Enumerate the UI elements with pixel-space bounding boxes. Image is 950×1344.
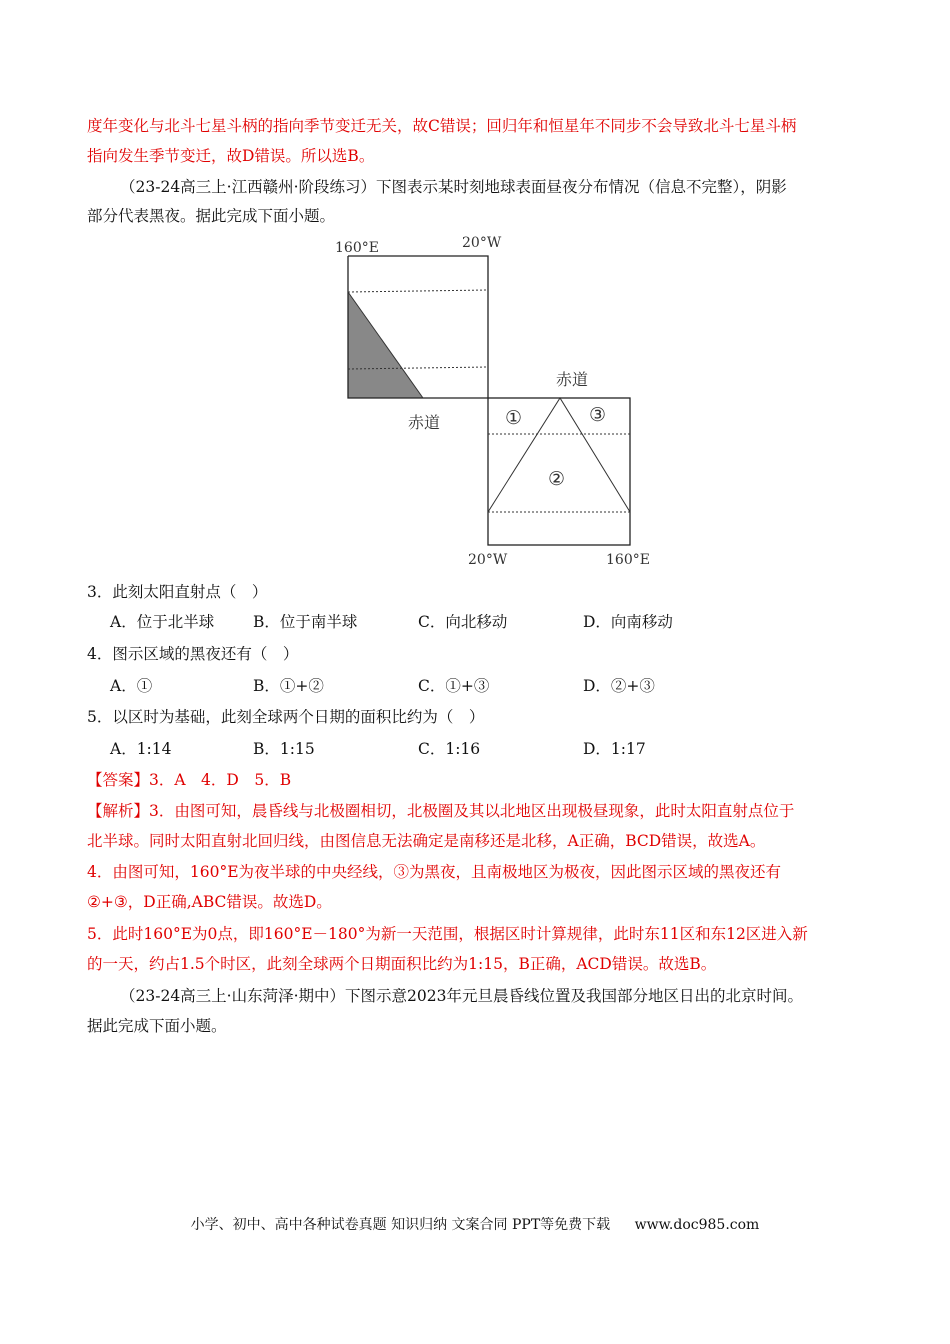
- q3-option-a: A．位于北半球: [110, 613, 215, 631]
- q4-option-d: D．②+③: [583, 677, 655, 695]
- question-3-stem: 3．此刻太阳直射点（ ）: [87, 583, 268, 601]
- footer-url[interactable]: www.doc985.com: [634, 1217, 760, 1233]
- region-2-label: ②: [548, 468, 566, 490]
- label-equator-lower: 赤道: [556, 370, 589, 389]
- question-4-stem: 4．图示区域的黑夜还有（ ）: [87, 645, 299, 663]
- region-3-label: ③: [589, 404, 607, 426]
- question-5-stem: 5．以区时为基础，此刻全球两个日期的面积比约为（ ）: [87, 708, 485, 726]
- q3-option-d: D．向南移动: [583, 613, 673, 631]
- label-160e-bottom: 160°E: [606, 552, 650, 568]
- label-20w-bottom: 20°W: [468, 552, 508, 568]
- analysis-line-5: 5．此时160°E为0点，即160°E－180°为新一天范围，根据区时计算规律，此时东11区和东12区进入新: [87, 925, 808, 943]
- q4-option-b: B．①+②: [253, 677, 324, 695]
- q5-option-a: A．1:14: [110, 740, 172, 758]
- day-night-diagram: [320, 228, 680, 576]
- label-20w-top: 20°W: [462, 235, 502, 251]
- page-footer: [0, 1214, 950, 1234]
- q4-option-a: A．①: [110, 677, 153, 695]
- q3-option-c: C．向北移动: [418, 613, 508, 631]
- q3-option-b: B．位于南半球: [253, 613, 358, 631]
- analysis-line-6: 的一天，约占1.5个时区，此刻全球两个日期面积比约为1:15，B正确，ACD错误。故选B。: [87, 955, 717, 973]
- answer-line: 【答案】3．A 4．D 5．B: [87, 771, 292, 789]
- intro-1-line-1: （23-24高三上·江西赣州·阶段练习）下图表示某时刻地球表面昼夜分布情况（信息不完整），阴影: [120, 178, 787, 196]
- q5-option-d: D．1:17: [583, 740, 646, 758]
- label-160e-top: 160°E: [335, 240, 379, 256]
- upper-dotted-latitude-1: [348, 290, 488, 292]
- footer-text: 小学、初中、高中各种试卷真题 知识归纳 文案合同 PPT等免费下载: [190, 1217, 611, 1233]
- q5-option-b: B．1:15: [253, 740, 315, 758]
- analysis-line-1: 【解析】3．由图可知，晨昏线与北极圈相切，北极圈及其以北地区出现极昼现象，此时太阳直射点位于: [87, 802, 795, 820]
- region-1-label: ①: [505, 407, 523, 429]
- analysis-line-2: 北半球。同时太阳直射北回归线，由图信息无法确定是南移还是北移，A正确，BCD错误，故选A。: [87, 832, 766, 850]
- carry-over-line-1: 度年变化与北斗七星斗柄的指向季节变迁无关，故C错误；回归年和恒星年不同步不会导致北斗七星斗柄: [87, 117, 797, 135]
- carry-over-line-2: 指向发生季节变迁，故D错误。所以选B。: [87, 147, 375, 165]
- analysis-line-4: ②+③，D正确,ABC错误。故选D。: [87, 893, 332, 911]
- intro-2-line-2: 据此完成下面小题。: [87, 1017, 227, 1035]
- q5-option-c: C．1:16: [418, 740, 481, 758]
- q4-option-c: C．①+③: [418, 677, 490, 695]
- analysis-line-3: 4．由图可知，160°E为夜半球的中央经线，③为黑夜，且南极地区为极夜，因此图示区域的黑夜还有: [87, 863, 782, 881]
- intro-1-line-2: 部分代表黑夜。据此完成下面小题。: [87, 207, 336, 225]
- intro-2-line-1: （23-24高三上·山东菏泽·期中）下图示意2023年元旦晨昏线位置及我国部分地区日出的北京时间。: [120, 987, 803, 1005]
- label-equator-upper: 赤道: [408, 413, 441, 432]
